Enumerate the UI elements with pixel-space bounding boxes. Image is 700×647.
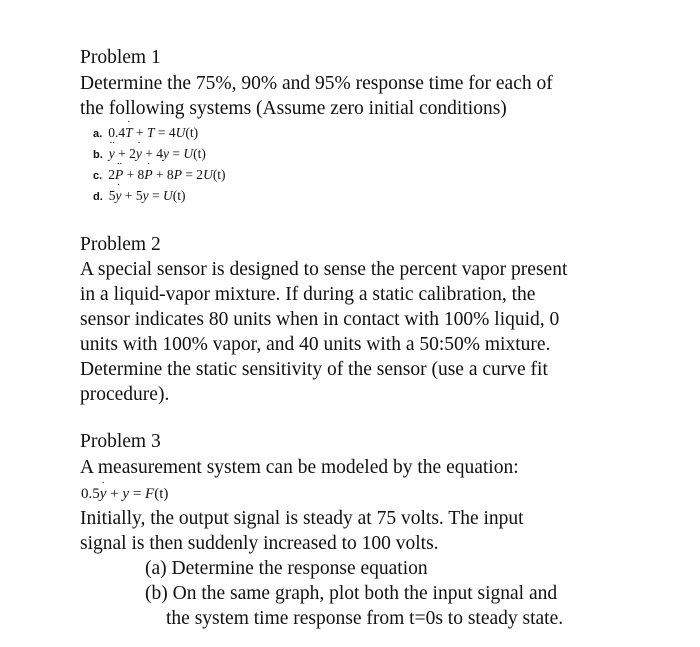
problem2-text-line-4: units with 100% vapor, and 40 units with a 50:50% mixture. <box>80 334 551 355</box>
problem2-text-line-1: A special sensor is designed to sense the percent vapor present <box>80 259 568 280</box>
problem2-text-line-3: sensor indicates 80 units when in contact with 100% liquid, 0 <box>80 309 560 330</box>
problem3-text-line-3: signal is then suddenly increased to 100 volts. <box>80 533 439 554</box>
problem1-text-line-2: the following systems (Assume zero initial conditions) <box>80 98 507 119</box>
problem1-text-line-1: Determine the 75%, 90% and 95% response time for each of <box>80 73 553 94</box>
problem2-text-line-6: procedure). <box>80 384 170 405</box>
problem1-equation-c: c. 2 ·· P + 8 · P + 8P = 2U(t) <box>93 158 226 182</box>
problem1-equation-a: a. 0.4 · T + T = 4U(t) <box>93 116 199 140</box>
problem1-equation-d: d. 5 · y + 5y = U(t) <box>93 179 186 203</box>
problem3-text-line-2: Initially, the output signal is steady at 75 volts. The input <box>80 508 524 529</box>
problem2-text-line-2: in a liquid-vapor mixture. If during a static calibration, the <box>80 284 536 305</box>
problem1-equation-b: b. ·· y + 2 · y + 4y = U(t) <box>93 137 206 161</box>
problem2-title: Problem 2 <box>80 234 161 255</box>
problem3-text-line-1: A measurement system can be modeled by the equation: <box>80 457 519 478</box>
problem3-equation: 0.5 · y + y = F(t) <box>81 477 169 502</box>
problem3-sub-item-b: (b) On the same graph, plot both the input signal and <box>145 583 558 604</box>
problem2-text-line-5: Determine the static sensitivity of the sensor (use a curve fit <box>80 359 548 380</box>
problem3-sub-item-a: (a) Determine the response equation <box>145 558 428 579</box>
problem3-title: Problem 3 <box>80 431 161 452</box>
problem3-sub-item-b-cont: the system time response from t=0s to steady state. <box>166 608 564 629</box>
problem1-title: Problem 1 <box>80 47 161 68</box>
